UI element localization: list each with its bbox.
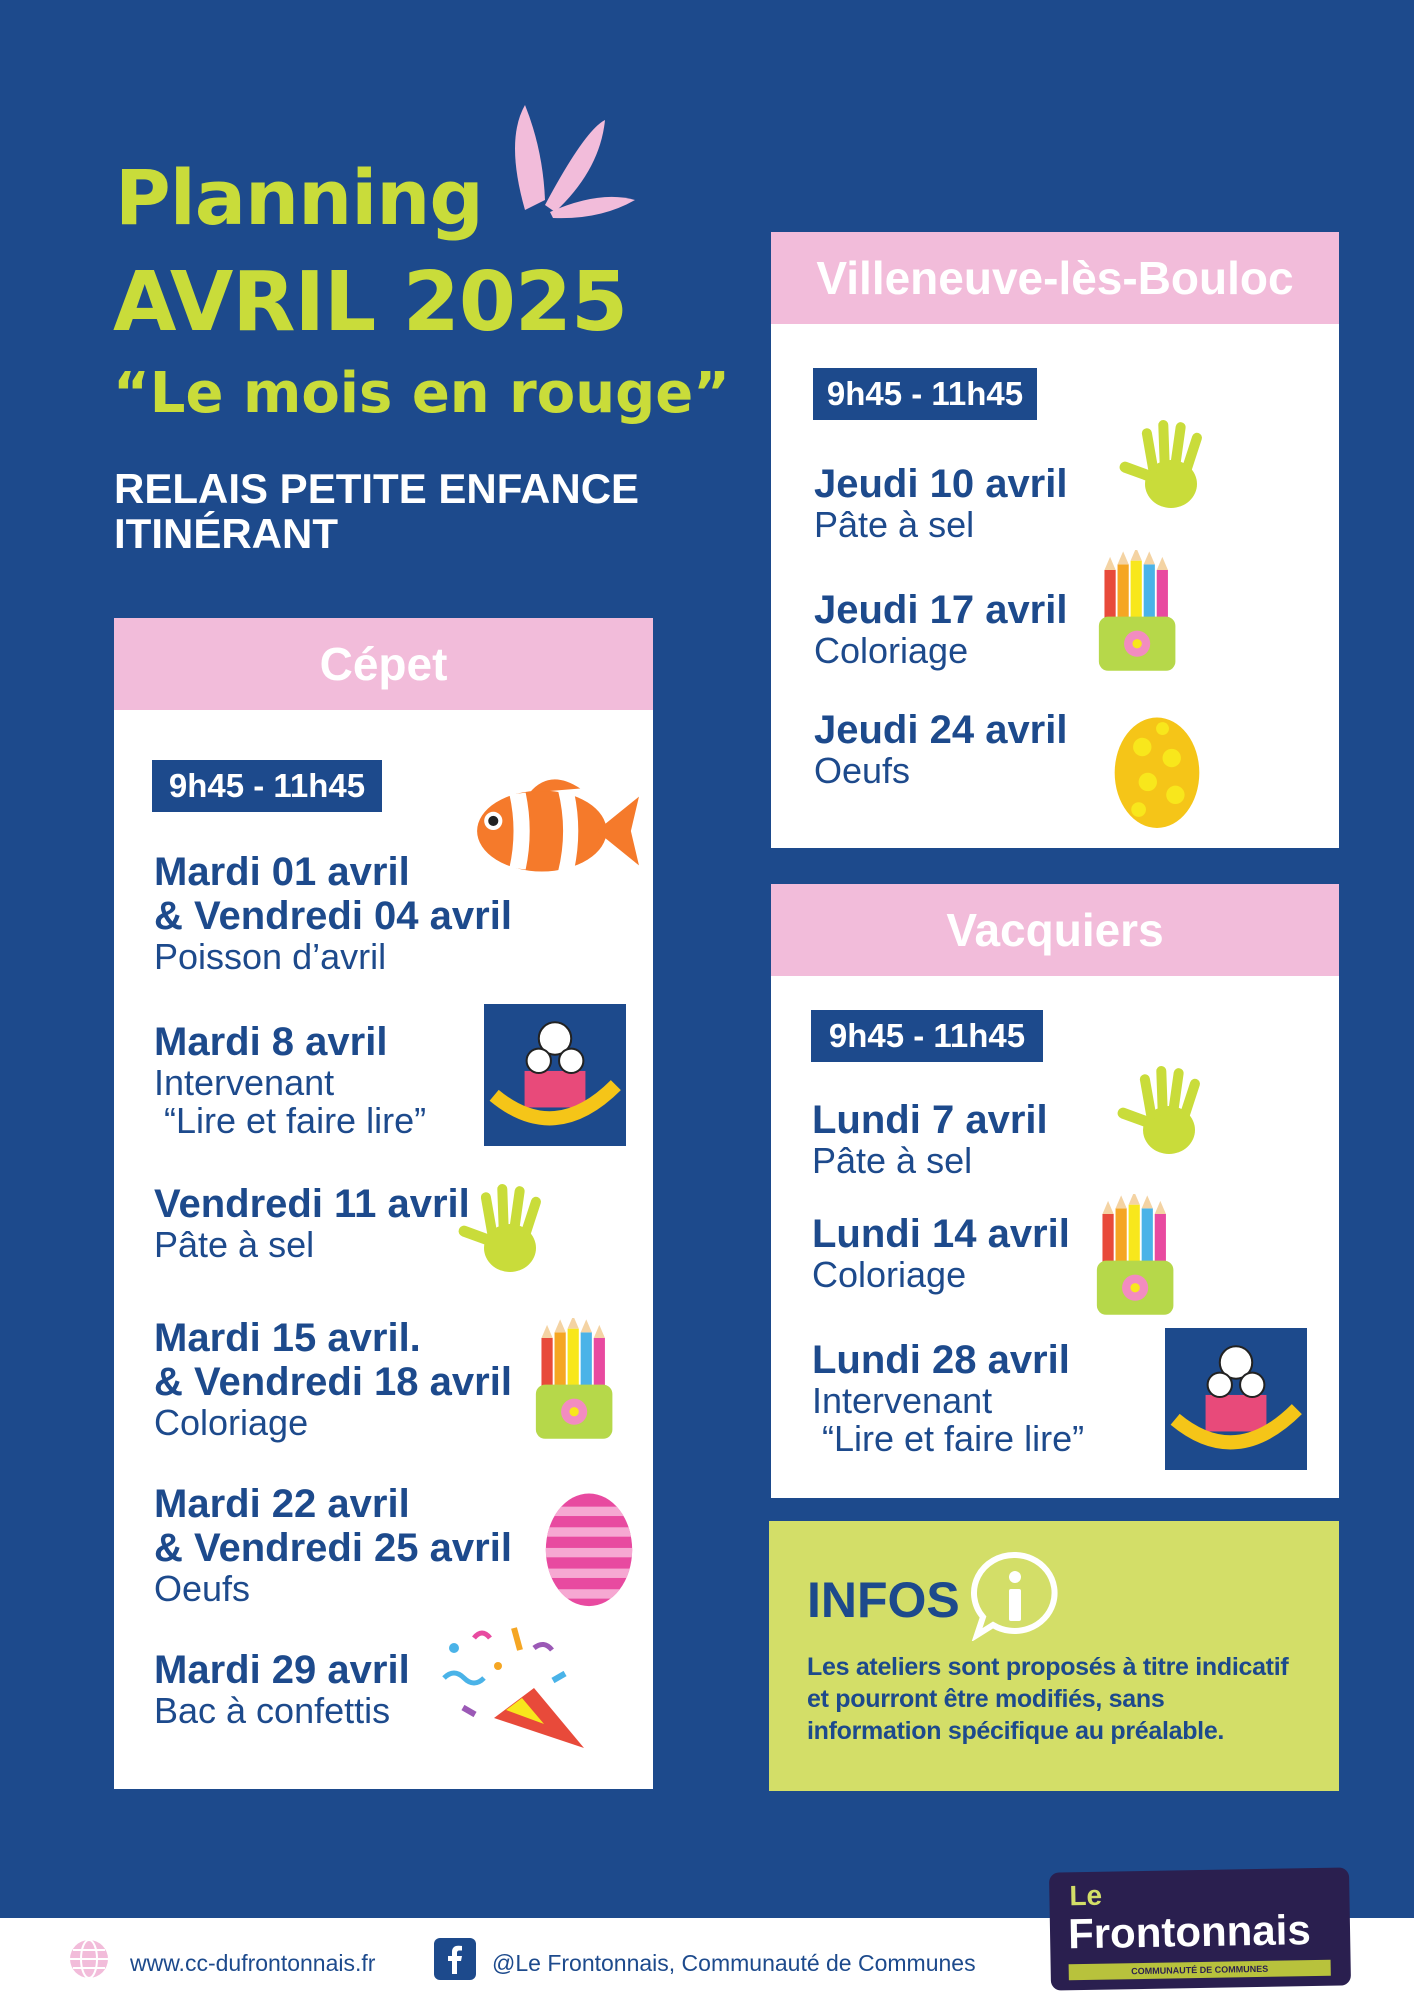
entry-activity-2: “Lire et faire lire” [812,1418,1085,1459]
entry-activity: Pâte à sel [154,1224,315,1265]
handprint-icon [1115,414,1225,524]
entry-activity: Coloriage [814,630,969,671]
villeneuve-time-badge: 9h45 - 11h45 [813,368,1037,420]
pink-egg-icon [542,1486,636,1608]
logo-le: Le [1069,1879,1103,1912]
vacquiers-card [771,884,1339,1498]
vacquiers-entry-2 [812,1212,1070,1294]
entry-date: Vendredi 11 avril [154,1182,470,1226]
entry-activity: Intervenant [812,1380,993,1421]
website-link[interactable]: www.cc-dufrontonnais.fr [130,1950,376,1976]
facebook-link[interactable]: @Le Frontonnais, Communauté de Communes [492,1950,976,1976]
infos-title: INFOS [807,1572,960,1628]
bunny-ear-icon [505,100,640,220]
cepet-card [114,618,653,1789]
party-popper-icon [434,1618,594,1758]
cepet-entry-1 [154,850,512,976]
entry-date: Mardi 15 avril. [154,1316,421,1360]
villeneuve-entry-2 [814,588,1067,670]
cepet-time-badge: 9h45 - 11h45 [152,760,382,812]
yellow-egg-icon [1111,710,1203,830]
entry-activity: Coloriage [812,1254,967,1295]
vacquiers-entry-1 [812,1098,1048,1180]
cepet-entry-4 [154,1316,512,1442]
cepet-entry-2 [154,1020,426,1140]
entry-date: Lundi 14 avril [812,1212,1070,1256]
entry-date: Mardi 01 avril [154,850,410,894]
frontonnais-logo [1049,1867,1351,1990]
entry-date: Jeudi 24 avril [814,708,1068,752]
cepet-header: Cépet [114,618,653,710]
cepet-entry-3 [154,1182,470,1264]
logo-strip: COMMUNAUTÉ DE COMMUNES [1069,1960,1331,1981]
info-icon [969,1549,1061,1641]
villeneuve-header: Villeneuve-lès-Bouloc [771,232,1339,324]
vacquiers-entry-3 [812,1338,1084,1458]
entry-date: Jeudi 10 avril [814,462,1068,506]
entry-date: Jeudi 17 avril [814,588,1068,632]
subtitle-line1: RELAIS PETITE ENFANCE [114,465,640,512]
subtitle-line2: ITINÉRANT [114,510,338,558]
title-month: AVRIL 2025 [113,255,628,350]
infos-line1: Les ateliers sont proposés à titre indicatif [807,1653,1289,1681]
entry-date: Mardi 29 avril [154,1648,410,1692]
entry-activity: Oeufs [154,1568,251,1609]
entry-date: Lundi 7 avril [812,1098,1048,1142]
infos-line3: information spécifique au préalable. [807,1717,1225,1745]
pencil-pot-icon [534,1318,618,1442]
fish-icon [469,768,641,890]
facebook-icon[interactable] [434,1938,476,1980]
villeneuve-card [771,232,1339,848]
entry-activity: Coloriage [154,1402,309,1443]
vacquiers-header: Vacquiers [771,884,1339,976]
globe-icon [68,1938,110,1980]
entry-activity: Pâte à sel [812,1140,973,1181]
entry-date-2: & Vendredi 25 avril [154,1526,512,1570]
entry-activity: Bac à confettis [154,1690,391,1731]
entry-activity: Intervenant [154,1062,335,1103]
entry-date-2: & Vendredi 04 avril [154,894,512,938]
title-theme: “Le mois en rouge” [113,361,730,426]
infos-line2: et pourront être modifiés, sans [807,1685,1165,1713]
villeneuve-entry-3 [814,708,1067,790]
lire-et-faire-lire-logo [1161,1328,1311,1470]
entry-activity: Oeufs [814,750,911,791]
infos-text [807,1651,1307,1747]
handprint-icon [1113,1060,1223,1170]
pencil-pot-icon [1095,1194,1179,1318]
handprint-icon [454,1178,564,1288]
villeneuve-entry-1 [814,462,1067,544]
entry-activity-2: “Lire et faire lire” [154,1100,427,1141]
infos-box [769,1521,1339,1791]
entry-date: Lundi 28 avril [812,1338,1070,1382]
entry-activity: Pâte à sel [814,504,975,545]
cepet-entry-6 [154,1648,410,1730]
entry-date: Mardi 8 avril [154,1020,388,1064]
pencil-pot-icon [1097,550,1181,674]
cepet-entry-5 [154,1482,512,1608]
vacquiers-time-badge: 9h45 - 11h45 [811,1010,1043,1062]
entry-date: Mardi 22 avril [154,1482,410,1526]
entry-activity: Poisson d’avril [154,936,387,977]
subtitle [114,466,639,557]
title-planning: Planning [115,153,483,242]
entry-date-2: & Vendredi 18 avril [154,1360,512,1404]
lire-et-faire-lire-logo [484,1004,626,1146]
logo-name: Frontonnais [1067,1906,1312,1958]
